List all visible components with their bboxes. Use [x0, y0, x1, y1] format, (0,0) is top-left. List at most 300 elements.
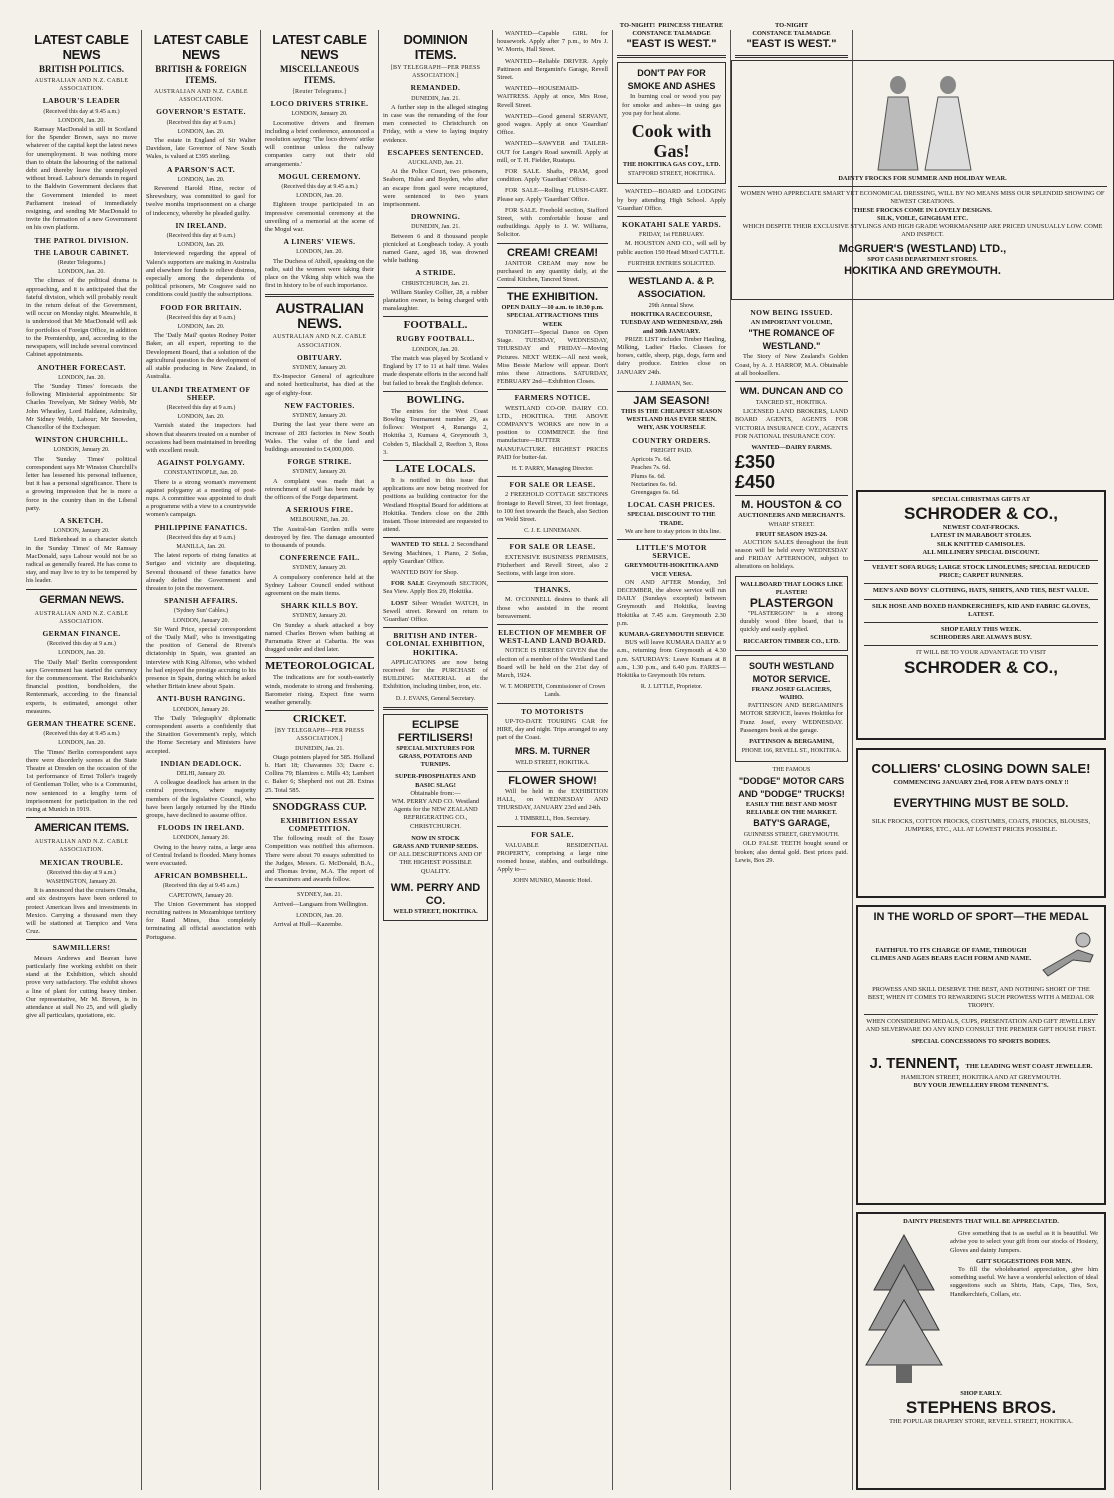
ad-line: THE FAMOUS [772, 766, 811, 773]
ad-line: IT WILL BE TO YOUR ADVANTAGE TO VISIT [916, 649, 1046, 657]
received-line: (Received this day at 9 a.m.) [47, 869, 116, 876]
dateline: LONDON, January 20. [173, 617, 229, 624]
dateline: CAPETOWN, January 20. [169, 892, 233, 899]
dateline: LONDON, Jan. 20. [177, 242, 225, 249]
ad-heading: DON'T PAY FOR SMOKE AND ASHES [627, 68, 716, 92]
article-title: A SKETCH. [59, 515, 104, 525]
article-title: DROWNING. [410, 212, 461, 222]
ad-address: WHARF STREET. [768, 522, 815, 529]
article-title: A LINERS' VIEWS. [283, 237, 356, 247]
ad-heading: SOUTH WESTLAND MOTOR SERVICE. [749, 660, 834, 684]
ad-line: GREYMOUTH-HOKITIKA AND VICE VERSA. [624, 562, 719, 578]
ad-body: The Story of New Zealand's Golden Coast, by A. J. HARROP, M.A. Obtainable at all booksellers. [735, 353, 848, 377]
agency-line: ('Sydney Sun' Cables.) [173, 608, 229, 615]
article-title: NEW FACTORIES. [284, 400, 355, 410]
mcgruer-ad [731, 60, 1114, 300]
article-body: A complaint was made that a retrenchment of staff has been made by the officers of the Forge department. [265, 477, 374, 501]
article-body: The climax of the political drama is approaching, and it is anticipated that the fateful division, which will probably result in the return defeat of the Government, will occur on Monday night. Meanwhile, it is understood that Mr MacDonald will ask for portfolios of Foreign Office, in addition to the Premiership, and, according to the newspapers, will include several convinced Cabinet appointments. [26, 277, 137, 359]
section-heading: LATEST CABLE NEWS [153, 32, 249, 62]
subheading: BRITISH & FOREIGN ITEMS. [155, 64, 247, 85]
ad-address: GUINNESS STREET, GREYMOUTH. [743, 832, 840, 839]
agency-line: AUSTRALIAN AND N.Z. CABLE ASSOCIATION. [272, 334, 367, 349]
ad-body: UP-TO-DATE TOURING CAR for HIRE, day and night. Trips arranged to any part of the Coast. [497, 717, 608, 742]
price-tag: £450 [735, 472, 776, 493]
ad-line: SPECIAL ATTRACTIONS THIS WEEK [506, 312, 599, 328]
ad-line: WANTED—DAIRY FARMS. [751, 444, 832, 452]
dateline: MELBOURNE, Jan. 20. [290, 517, 349, 524]
ad-line: WHEN CONSIDERING MEDALS, CUPS, PRESENTATION AND GIFT JEWELLERY AND SILVERWARE DO ANY KIND CONSULT THE PREMIER GIFT HOUSE FIRST. [865, 1017, 1097, 1033]
article-title: ANTI-BUSH RANGING. [156, 694, 246, 704]
ad-line: NOW IN STOCK [411, 834, 460, 842]
dateline: LONDON, January 20. [173, 835, 229, 842]
ad-body: JANITOR CREAM may now be purchased in any quantity daily, at the Central Kitchen, Tancred Street. [497, 259, 608, 284]
article-title: ULANDI TREATMENT OF SHEEP. [151, 384, 251, 402]
ad-body: ON AND AFTER Monday, 3rd DECEMBER, the above service will run DAILY (Sundays excepted) between Greymouth and Hokitika, leaving Hokitika at 7.45 a.m. Greymouth 2.30 p.m. [617, 578, 726, 627]
article-body: The Duchess of Atholl, speaking on the radio, said the women were taking their place on the Viking ship which was the first in history to be of such importance. [265, 257, 374, 290]
ad-line: WM. PERRY AND CO. Westland Agents for the NEW ZEALAND REFRIGERATING CO., CHRISTCHURCH. [391, 798, 480, 830]
article-body: The 'Times' Berlin correspondent says there were disorderly scenes at the State Theatre at Dresden on the occasion of the 1st performance of Ernst Toller's tragedy of Gentleman Toller, who is a Communist, now sentenced to a lengthy term of imprisonment for participation in the red rising at Munich in 1919. [26, 748, 137, 814]
ad-heading: WM. DUNCAN AND CO [739, 386, 844, 398]
ad-firm: SCHRODER & CO., [904, 657, 1058, 677]
section-heading: LATEST CABLE NEWS [34, 32, 129, 62]
ad-body: BUS will leave KUMARA DAILY at 9 a.m., returning from Greymouth at 4.30 p.m. SATURDAYS: Leave Kumara at 8 a.m., 1.30 p.m., and 6.40 p.m. FARES—Hokitika to Greymouth 10s return. [617, 639, 726, 679]
ad-body: To fill the wholehearted appreciation, give him something useful. We have a wonderful selection of ideal suggestions such as Shirts, Hats, Caps, Ties, Sox, Handkerchiefs, Collars, etc. [950, 1266, 1098, 1298]
ad-line: SHOP EARLY THIS WEEK. [941, 626, 1021, 634]
article-body: Reverend Harold Hine, rector of Shrewsbury, was committed to gaol for twelve months imprisonment on a charge of indecency, whereby he pleaded guilty. [146, 185, 256, 217]
ad-body: In burning coal or wood you pay for smoke and ashes—in using gas you pay for heat alone. [622, 93, 721, 117]
article-title: RUGBY FOOTBALL. [396, 334, 475, 344]
ad-heading: FLOWER SHOW! [508, 774, 597, 787]
ad-line: GIFT SUGGESTIONS FOR MEN. [975, 1257, 1073, 1265]
ad-line: COMMENCING JANUARY 23rd, FOR A FEW DAYS ONLY !! [893, 779, 1069, 786]
ad-line: SUPER-PHOSPHATES AND BASIC SLAG! [395, 773, 476, 789]
classified-ad: WANTED—SAWYER and TAILER-OUT for Lange's Road sawmill. Apply at mill, or T. H. Fielder, Ruatapu. [497, 140, 608, 164]
ad-line: SCHRODERS ARE ALWAYS BUSY. [930, 634, 1032, 642]
received-line: (Received this day at 9 a.m.) [166, 119, 236, 126]
dateline: MANILLA, Jan. 20. [176, 543, 226, 550]
article-title: IN IRELAND. [175, 220, 227, 230]
article-title: LABOUR'S LEADER [42, 96, 121, 106]
ad-line: SPOT CASH DEPARTMENT STORES. [867, 256, 978, 264]
dateline: SYDNEY, January 20. [292, 469, 347, 476]
price-item: Nectarines 6s. 6d. [631, 480, 677, 488]
ad-heading: DAINTY FROCKS FOR SUMMER AND HOLIDAY WEAR. [838, 175, 1007, 182]
colliers-ad [856, 748, 1106, 898]
ad-line: GRASS AND TURNIP SEEDS. [392, 843, 479, 851]
dateline: LONDON, Jan. 20. [177, 176, 225, 183]
article-title: SHARK KILLS BOY. [280, 601, 359, 611]
article-body: The 'Daily Mail' quotes Rodney Potter Baker, an all expert, reporting to the Development Board, that a solution of the agricultural question is the development of all stable producing in New Zealand, in Australia. [146, 332, 256, 381]
price-item: Plums 6s. 6d. [631, 472, 666, 480]
article-title: INDIAN DEADLOCK. [160, 758, 242, 768]
ad-heading: WALLBOARD THAT LOOKS LIKE PLASTER! [740, 580, 843, 596]
ad-line: NEWEST COAT-FROCKS. [942, 524, 1020, 532]
ad-line: OPEN DAILY—10 a.m. to 10.30 p.m. [501, 304, 604, 312]
signature: J. JARMAN, Sec. [649, 380, 694, 387]
ad-line: SILK HOSE AND BOXED HANDKERCHIEFS, KID AND FABRIC GLOVES, LATEST. [872, 602, 1090, 618]
agency-line: AUSTRALIAN AND N.Z. CABLE ASSOCIATION. [34, 839, 129, 854]
agency-line: AUSTRALIAN AND N.Z. CABLE ASSOCIATION. [34, 78, 129, 93]
dateline: SYDNEY, Jan. 21. [296, 892, 343, 899]
ad-body: PATTINSON AND BERGAMINI'S MOTOR SERVICE, leaves Hokitika for Franz Josef, every WEDNESDAY. Passengers book at the garage. [740, 702, 843, 734]
article-title: GERMAN FINANCE. [42, 628, 121, 638]
signature: R. J. LITTLE, Proprietor. [640, 684, 703, 691]
dateline: SYDNEY, January 20. [292, 413, 347, 420]
ad-body: TONIGHT—Special Dance on Open Stage. TUESDAY, WEDNESDAY, THURSDAY and FRIDAY—Moving Pictures. NEXT WEEK—All next week, Miss Bessie Marlow will appear. Don't miss these Attractions. SATURDAY, FEBRUARY 2nd—Exhibition Closes. [497, 328, 608, 386]
article-title: CONFERENCE FAIL. [279, 553, 360, 563]
classified-ad: WANTED BOY for Shop. [391, 568, 459, 576]
ad-line: COUNTRY ORDERS. [632, 435, 711, 445]
article-title: SAWMILLERS! [52, 943, 111, 953]
article-body: Ex-Inspector General of agriculture and noted horticulturist, has died at the age of eighty-four. [265, 373, 374, 397]
ad-heading: FOR SALE. [531, 830, 574, 840]
dateline: LONDON, Jan. 20. [177, 128, 225, 135]
classified-ad: WANTED—Good general SERVANT, good wages. Apply at once 'Guardian' Office. [497, 112, 608, 137]
dateline: LONDON, Jan. 20. [177, 324, 225, 331]
ad-heading: TO MOTORISTS [521, 706, 584, 716]
article-body: Otago pointers played for 585. Holland b. Hart 18; Chavannes 33; Dacre c. Collins 79; Blamires c. Mills 43; Lambert c. Baker 6; Shepherd not out 28. Extras 25. Total 585. [265, 753, 374, 794]
article-title: MEXICAN TROUBLE. [39, 857, 124, 867]
ad-firm: THE HOKITIKA GAS COY., LTD. [622, 161, 721, 169]
ad-body: "PLASTERGON" is a strong durably wood fibre board, that is quickly and easily applied. [740, 610, 843, 634]
ad-heading: CREAM! CREAM! [506, 246, 599, 259]
column-6 [613, 22, 730, 1492]
article-title: GERMAN THEATRE SCENE. [26, 719, 137, 729]
dateline: SYDNEY, January 20. [292, 565, 347, 572]
dateline: LONDON, Jan. 20. [58, 374, 105, 381]
ad-line: SILK FROCKS, COTTON FROCKS, COSTUMES, COATS, FROCKS, BLOUSES, JUMPERS, ETC., ALL AT LOWEST PRICES POSSIBLE. [871, 818, 1091, 834]
plastergon-ad [735, 576, 848, 651]
article-body: The latest reports of rising fanatics at Surigao and vicinity are disquieting. Several thousand of these fanatics have already defied the Government and threaten to join the movement. [146, 552, 256, 592]
dateline: CONSTANTINOPLE, Jan. 20. [163, 470, 239, 477]
article-body: The match was played by Scotland v England by 17 to 11 at half time. Wales made desperate efforts in the second half but failed to break the English defence. [383, 354, 488, 387]
article-body: The indications are for south-easterly winds, moderate to strong and freshening. Barometer rising. Expect fine warm weather generally. [265, 674, 374, 706]
article-title: THE PATROL DIVISION. [34, 235, 129, 245]
ad-heading: IN THE WORLD OF SPORT—THE MEDAL [873, 911, 1089, 923]
ad-firm: SCHRODER & CO., [904, 504, 1058, 524]
ad-body: LICENSED LAND BROKERS, LAND BOARD AGENTS, AGENTS FOR VICTORIA INSURANCE COY., AGENTS FOR NATIONAL INSURANCE COY. [735, 408, 848, 440]
article-body: Varnish stated the inspectors had shown that shearers treated on a number of occasions had been maintained in breeding with excellent result. [146, 422, 256, 454]
received-line: (Received this day at 9 a.m.) [166, 233, 236, 240]
article-body: Sir Ward Price, special correspondent of the 'Daily Mail', who is investigating the position of General de Rivera's dictatorship in Spain, was granted an interview with King Alfonso, who wished he had enjoyed the prestige accruing to his presence in Spain, during which he asked whether Britain knew about Spain. [146, 625, 256, 691]
ad-heading: "DODGE" MOTOR CARS AND "DODGE" TRUCKS! [738, 775, 845, 799]
classified-ad: WANTED—HOUSEMAID-WAITRESS. Apply at once, Mrs Rose, Revell Street. [497, 85, 608, 109]
ad-line: Obtainable from:— [410, 789, 461, 797]
ad-firm: McGRUER'S (WESTLAND) LTD., [838, 243, 1007, 256]
ad-heading: ECLIPSE FERTILISERS! [397, 718, 474, 744]
ad-body: WESTLAND CO-OP. DAIRY CO. LTD., HOKITIKA. THE ABOVE COMPANY'S WORKS are now in a position to COMMENCE the first manufacture—BUTTER MANUFACTURE. HIGHEST PRICES PAID for butter-fat. [497, 404, 608, 461]
stephens-ad [856, 1212, 1106, 1490]
dateline: LONDON, Jan. 20. [58, 269, 105, 276]
article-body: The Austral-Ian Gorden mills were destroyed by fire. The damage amounted to thousands of pounds. [265, 525, 374, 549]
section-heading: SNODGRASS CUP. [272, 800, 367, 813]
ad-body: Give something that is as useful as it is beautiful. We advise you to select your gift from our stocks of Hosiery, Gloves and dainty Jumpers. [950, 1230, 1098, 1254]
classified-ad: LOST Silver Wristlet WATCH, in Sewell street. Reward on return to 'Guardian' Office. [383, 599, 488, 623]
ad-heading: FOR SALE OR LEASE. [509, 542, 596, 552]
ad-firm: BATY'S GARAGE, [753, 818, 830, 829]
article-body: A compulsory conference held at the Sydney Labour Council ended without agreement on the main items. [265, 573, 374, 597]
column-1 [22, 30, 141, 1492]
received-line: (Received this day at 9 a.m.) [166, 314, 236, 321]
ad-firm: STEPHENS BROS. [905, 1398, 1057, 1418]
schroder-ad [856, 490, 1106, 740]
ad-line: SPECIAL CONCESSIONS TO SPORTS BODIES. [911, 1038, 1051, 1046]
theatre-film: "EAST IS WEST." [746, 38, 837, 51]
article-title: AFRICAN BOMBSHELL. [154, 871, 248, 881]
ad-address: WELD STREET, HOKITIKA. [515, 760, 590, 767]
tennent-ad [856, 905, 1106, 1205]
ad-line: WOMEN WHO APPRECIATE SMART YET ECONOMICAL DRESSING, WILL BY NO MEANS MISS OUR SPLENDID SHOWING OF NEWEST CREATIONS. [740, 190, 1105, 206]
article-body: It is notified in this issue that applications are now being received for positions as building contractor for the Westland Hospital Board for additions at Hokitika. Tenders close on the 28th instant. Those interested are requested to attend. [383, 476, 488, 534]
ad-line: BUY YOUR JEWELLERY FROM TENNENT'S. [913, 1082, 1049, 1090]
ad-line: PROWESS AND SKILL DESERVE THE BEST, AND NOTHING SHORT OF THE BEST, WHEN IT COMES TO REWARDING SUCH PROWESS WITH A MEDAL OR TROPHY. [867, 986, 1095, 1010]
article-title: GOVERNOR'S ESTATE. [156, 107, 246, 117]
ad-heading: ELECTION OF MEMBER OF WEST-LAND LAND BOARD. [498, 627, 607, 646]
ad-firm: J. TENNENT, [869, 1055, 960, 1073]
ad-line: FRANZ JOSEF GLACIERS, WAIHO. [751, 685, 832, 702]
ad-address: PHONE 166, REVELL ST., HOKITIKA. [741, 748, 842, 755]
section-heading: LATEST CABLE NEWS [272, 32, 367, 62]
gas-ad [617, 62, 726, 184]
ad-line: FREIGHT PAID. [650, 447, 693, 454]
fertiliser-ad [383, 714, 488, 921]
signature: H. T. PARRY, Managing Director. [511, 465, 594, 472]
received-line: (Received this day at 9 a.m.) [47, 641, 116, 648]
article-title: ESCAPEES SENTENCED. [387, 147, 484, 157]
received-line: (Received this day at 9.45 a.m.) [43, 108, 120, 115]
agency-line: [BY TELEGRAPH—PER PRESS ASSOCIATION.] [390, 65, 481, 80]
dateline: LONDON, Jan. 20. [412, 346, 459, 353]
ad-heading: LITTLE'S MOTOR SERVICE. [636, 542, 707, 561]
ad-line: WHICH DESPITE THEIR EXCLUSIVE STYLINGS AND HIGH GRADE WORKMANSHIP ARE PRICED UNUSUALLY LOW. COME AND INSPECT. [742, 223, 1103, 239]
classified-ad: OLD FALSE TEETH bought sound or broken; also dental gold. Best prices paid. Lewis, Box 29. [735, 840, 848, 864]
dateline: LONDON, Jan. 20. [58, 117, 105, 124]
dateline: SYDNEY, January 20. [292, 365, 347, 372]
ad-body: We are here to stay prices in this line. [625, 527, 721, 535]
ad-body: M. HOUSTON AND CO., will sell by public auction 150 Head Mixed CATTLE. [617, 240, 726, 256]
ad-line: MEN'S AND BOYS' CLOTHING, HATS, SHIRTS, AND TIES, BEST VALUE. [872, 587, 1090, 595]
theatre-banner: TO-NIGHT [774, 22, 809, 29]
received-line: (Received this day at 9.45 a.m.) [43, 731, 120, 738]
article-body: A further step in the alleged stinging in case was the remanding of the four men connected to Christchurch on Friday, with a view to laying inquiry evidence. [383, 103, 488, 144]
section-heading: AUSTRALIAN NEWS. [275, 300, 364, 332]
ad-line: 29th Annual Show. [648, 303, 695, 310]
section-heading: DOMINION ITEMS. [403, 32, 468, 62]
dateline: LONDON, Jan. 20. [58, 740, 105, 747]
ad-heading: COLLIERS' CLOSING DOWN SALE! [871, 761, 1091, 776]
dateline: LONDON, Jan. 20. [296, 912, 343, 919]
ad-body: VALUABLE RESIDENTIAL PROPERTY, comprising a large nine roomed house, stables, and outbuildings. Apply to— [497, 841, 608, 874]
column-4 [379, 30, 492, 1492]
ad-line: FAITHFUL TO ITS CHARGE OF FAME, THROUGH CLIMES AND AGES BEARS EACH FORM AND NAME. [870, 946, 1032, 962]
dateline: LONDON, Jan. 20. [58, 650, 105, 657]
article-title: ANOTHER FORECAST. [37, 362, 126, 372]
article-title: AGAINST POLYGAMY. [157, 458, 245, 468]
dateline: DUNEDIN, Jan. 21. [411, 95, 460, 102]
ad-line: FRUIT SEASON 1923-24. [755, 530, 828, 538]
theatre-film: "EAST IS WEST." [626, 38, 717, 51]
signature: JOHN MUNRO, Masonic Hotel. [512, 878, 593, 885]
article-body: During the last year there were an increase of 283 factories in New South Wales. The value of the land and buildings amounted to £4,000,000. [265, 421, 374, 453]
classified-ad: WANTED—Reliable DRIVER. Apply Pattinson and Bergamini's Garage, Revell Street. [497, 57, 608, 82]
ad-line: ALL MILLINERY SPECIAL DISCOUNT. [922, 548, 1040, 556]
article-title: A PARSON'S ACT. [166, 164, 236, 174]
article-body: The 'Sunday Times' political correspondent says Mr Winston Churchill's letter has lessened his personal influence, but it has a personal significance. There is a growing impression that he is more a force in the country than in the Liberal party. [26, 455, 137, 512]
classified-ad: FOR SALE. Shafts, PRAM, good condition. Apply 'Guardian' Office. [497, 168, 608, 184]
dateline: SYDNEY, January 20. [292, 613, 347, 620]
article-title: PHILIPPINE FANATICS. [154, 522, 248, 532]
ad-heading: THANKS. [534, 585, 571, 595]
classified-ad: WANTED—Capable GIRL for housework. Apply after 7 p.m., to Mrs J. W. Morris, Hall Street. [497, 30, 608, 54]
ad-line: VELVET SOFA RUGS; LARGE STOCK LINOLEUMS; SPECIAL REDUCED PRICE; CARPET RUNNERS. [872, 564, 1090, 580]
dateline: LONDON, Jan. 20. [296, 249, 343, 256]
dateline: LONDON, January 20. [53, 447, 110, 454]
article-body: Between 6 and 8 thousand people picnicked at Longbeach today. A youth named Ganz, aged 18, was drowned while bathing. [383, 232, 488, 265]
theatre-star: CONSTANCE TALMADGE [752, 30, 831, 38]
article-body: Interviewed regarding the appeal of Valera's supporters are making in Australia and elsewhere for funds to relieve distress, especially among the dependents of political prisoners, Mr Cosgrave said no conditions could justify the subscriptions. [146, 250, 256, 299]
ad-line: AUCTIONEERS AND MERCHANTS. [738, 512, 845, 520]
ad-line: THIS IS THE CHEAPEST SEASON WESTLAND HAS EVER SEEN. WHY, ASK YOURSELF. [621, 408, 722, 432]
ad-line: LATEST IN MARABOUT STOLES. [930, 532, 1032, 540]
subheading: MISCELLANEOUS ITEMS. [279, 64, 360, 85]
ad-line: KUMARA-GREYMOUTH SERVICE [619, 630, 724, 638]
signature: J. TIMBRELL, Hon. Secretary. [514, 816, 591, 823]
ad-slogan: Cook with Gas! [631, 121, 712, 162]
ad-body: EXTENSIVE BUSINESS PREMISES, Fitzherbert and Revell Street, also 2 Sections, with large iron store. [497, 553, 608, 577]
dateline: LONDON, January 20. [173, 706, 229, 713]
article-title: A STRIDE. [415, 268, 456, 278]
article-title: REMANDED. [410, 83, 461, 93]
motor-service-ad [735, 655, 848, 762]
agency-line: [BY TELEGRAPH—PER PRESS ASSOCIATION.] [274, 728, 365, 743]
ad-line: FURTHER ENTRIES SOLICITED. [627, 260, 716, 267]
dateline: WASHINGTON, January 20. [46, 879, 117, 886]
ad-line: SILK KNITTED CAMISOLES. [937, 540, 1025, 548]
ad-address: THE POPULAR DRAPERY STORE, REVELL STREET, HOKITIKA. [889, 1418, 1073, 1426]
ad-heading: SPECIAL CHRISTMAS GIFTS AT [931, 496, 1031, 503]
ad-body: PRIZE LIST includes Timber Hauling, Milking, Ladies' Hacks. Classes for horses, cattle, sheep, pigs, dogs, farm and dairy produce. Entries close on JANUARY 24th. [617, 335, 726, 376]
ad-line: SILK, VOILE, GINGHAM ETC. [876, 214, 969, 222]
article-title: OBITUARY. [297, 352, 342, 362]
ad-address: HOKITIKA AND GREYMOUTH. [844, 264, 1001, 277]
signature: D. J. EVANS, General Secretary. [395, 695, 476, 702]
ad-heading: FARMERS NOTICE. [514, 393, 591, 403]
ad-body: M. O'CONNELL desires to thank all those who assisted in the recent bereavement. [497, 596, 608, 620]
article-title: SPANISH AFFAIRS. [164, 596, 238, 606]
article-body: There is a strong woman's movement against polygamy at a meeting of post-nups. A committee was appointed to draft a programme with a view to a countrywide women's campaign. [146, 478, 256, 519]
article-title: WINSTON CHURCHILL. [34, 435, 129, 445]
ad-heading: M. HOUSTON & CO [741, 499, 842, 512]
ad-body: AUCTION SALES throughout the fruit season will be held every WEDNESDAY and FRIDAY AFTERNOON, subject to alterations on holidays. [735, 538, 848, 571]
section-heading: GERMAN NEWS. [39, 593, 124, 606]
agency-line: [Reuter Telegrams.] [292, 89, 347, 95]
article-title: FLOODS IN IRELAND. [157, 823, 245, 833]
dateline: AUCKLAND, Jan. 21. [407, 160, 464, 167]
ad-body: 2 FREEHOLD COTTAGE SECTIONS frontage to Revell Street, 33 feet frontage, to 100 feet towards the Beach, also Section on Weld Street. [497, 491, 608, 523]
column-3 [261, 30, 378, 1492]
signature: C. J. E. LINNEMANN. [524, 528, 581, 535]
christmas-tree-icon [864, 1230, 944, 1390]
article-title: MOGUL CEREMONY. [278, 171, 361, 181]
article-body: On Sunday a shark attacked a boy named Charles Brown when bathing at Parramatta River at Cabarita. He was dragged under and died later. [265, 621, 374, 654]
dateline: LONDON, Jan. 20. [177, 414, 225, 421]
column-5 [493, 30, 612, 1492]
ad-heading: FOR SALE OR LEASE. [509, 480, 596, 490]
ad-heading: NOW BEING ISSUED. [750, 308, 833, 317]
dateline: DUNEDIN, Jan. 21. [411, 224, 460, 231]
ad-address: WELD STREET, HOKITIKA. [393, 907, 478, 915]
classified-ad: WANTED TO SELL 2 Secondhand Sewing Machines, 1 Piano, 2 Sofas, apply 'Guardian' Office. [383, 541, 489, 565]
ad-slogan: EVERYTHING MUST BE SOLD. [893, 796, 1069, 811]
article-body: It is announced that the cruisers Omaha, and six destroyers have been ordered to protect American lives and investments in Mexico. Carrying a thousand men they will be stationed at Tampico and Vera Cruz. [26, 887, 137, 936]
signature: W. T. MORPETH, Commissioner of Crown Lands. [499, 684, 606, 699]
ad-firm: PATTINSON & BERGAMINI, [749, 738, 834, 746]
article-title: EXHIBITION ESSAY COMPETITION. [280, 815, 359, 834]
article-title: A SERIOUS FIRE. [285, 505, 354, 515]
article-body: The following result of the Essay Competition was notified this afternoon. There were about 70 essays submitted to the Judges, Messrs. G. McDonald, B.A., and Thomas Irvine, M.A. The report of the examiners and awards follow. [265, 835, 374, 884]
article-title: FORGE STRIKE. [287, 457, 352, 467]
dateline: LONDON, January 20. [53, 528, 110, 535]
article-body: Locomotive drivers and firemen including a brief conference, announced a resolution saying: 'The loco drivers' strike will continue unless the railway companies carry out their old arrangements.' [265, 119, 374, 168]
ad-line: SPECIAL MIXTURES FOR GRASS, POTATOES AND TURNIPS. [396, 744, 475, 769]
ad-heading: DAINTY PRESENTS THAT WILL BE APPRECIATED. [903, 1218, 1059, 1225]
agency-line: AUSTRALIAN AND N.Z. CABLE ASSOCIATION. [34, 610, 129, 625]
section-heading: CRICKET. [292, 713, 347, 726]
ad-line: HOKITIKA RACECOURSE, TUESDAY AND WEDNESDAY, 29th and 30th JANUARY. [620, 311, 723, 335]
article-body: Lord Birkenhead in a character sketch in the 'Sunday Times' of Mr Ramsay MacDonald, says Labour would not be so radical as generally feared. He has come to stay, and may live to try to be tempered by his leader. [26, 536, 137, 585]
column-2 [142, 30, 260, 1492]
price-tag: £350 [735, 452, 776, 473]
received-line: (Received this day at 9.45 a.m.) [281, 184, 358, 191]
article-body: The Union Government has stopped recruiting natives in Mozambique territory for Rand Mines, thus completely terminating all official association with Portuguese. [146, 900, 256, 941]
received-line: (Received this day at 9 a.m.) [166, 404, 236, 411]
ad-address: STAFFORD STREET, HOKITIKA. [627, 171, 716, 178]
classified-ad: FOR SALE—Rolling FLUSH-CART. Please say. Apply 'Guardian' Office. [497, 187, 608, 203]
article-body: The 'Daily Mail' Berlin correspondent says Government has started the currency for the commencement. The Reichsbank's financial position, bondholders, the Rentenmark, according to the financial experts, is estimated, amongst other measures. [26, 658, 137, 715]
theatre-star: CONSTANCE TALMADGE [632, 30, 711, 38]
price-item: Apricots 7s. 6d. [631, 456, 672, 464]
ad-firm: WM. PERRY AND CO. [390, 881, 481, 907]
section-heading: AMERICAN ITEMS. [34, 822, 129, 835]
article-title: BRITISH AND INTER-COLONIAL EXHIBITION, HOKITIKA. [386, 631, 485, 657]
article-body: William Stanley Collier, 28, a rubber plantation owner, is being charged with manslaughter. [383, 288, 488, 313]
column-7-lower [731, 305, 852, 1492]
article-title: THE LABOUR CABINET. [34, 247, 129, 257]
article-body: At the Police Court, two prisoners, Seaborn, Hulse and Boyden, who after an escape from gaol were recaptured, were sentenced to two years imprisonment. [383, 168, 488, 209]
article-body: The 'Daily Telegraph's' diplomatic correspondent asserts a confidently that the Sinaition Government's reply, which the Home Secretary and Ministers have accepted. [146, 714, 256, 755]
price-item: Greengages 6s. 6d. [631, 488, 680, 496]
received-line: (Reuter Telegrams.) [57, 260, 106, 267]
dateline: LONDON, January 20. [291, 111, 348, 118]
article-body: APPLICATIONS are now being received for the PURCHASE of BUILDING MATERIAL at the Exhibition, including timber, iron, etc. [383, 658, 488, 691]
article-body: Ramsay MacDonald is still in Scotland for the Spender Brown, says no move whatever of the capital kept the latest news for unemployment. It was nothing more than to obtain the labouring of the national debt and thereby leave the unemployed without bread. Labour's demands in regard to the Baldwin Government declares that the Government intended to meet Parliament instead of immediately resigning, and sending Mr MacDonald to invite the formation of a new Government on his own platform. [26, 126, 137, 232]
section-heading: BOWLING. [406, 393, 465, 406]
ad-heading: KOKATAHI SALE YARDS. [621, 220, 722, 230]
section-heading: FOOTBALL. [403, 319, 468, 332]
article-body: The estate in England of Sir Walter Davidson, late Governor of New South Wales, is valued at £395 sterling. [146, 137, 256, 161]
dateline: LONDON, Jan. 20. [296, 193, 343, 200]
ad-title: "THE ROMANCE OF WESTLAND." [748, 328, 835, 352]
ad-heading: JAM SEASON! [633, 395, 710, 408]
dateline: DUNEDIN, Jan. 21. [295, 745, 344, 752]
ad-title: PLASTERGON [749, 596, 834, 611]
ad-body: Will be held in the EXHIBITION HALL, on WEDNESDAY AND THURSDAY, JANUARY 23rd and 24th. [497, 787, 608, 812]
ad-line: THE LEADING WEST COAST JEWELLER. [965, 1063, 1093, 1071]
ad-line: OF ALL DESCRIPTIONS AND OF THE HIGHEST POSSIBLE QUALITY. [388, 851, 483, 875]
article-body: Arrived—Langsam from Wellington. [273, 900, 369, 908]
article-body: The entries for the West Coast Bowling Tournament number 29, as follows: Westport 4, Runanga 2, Hokitika 3, Kumara 4, Greymouth 3, Cobden 5, Blackball 2, Reefton 3, Ross 3. [383, 407, 488, 456]
article-body: The 'Sunday Times' forecasts the following Ministerial appointments: Sir Charles Trevelyan, Mr Sidney Webb, Mr John Wheatley, Lord Haldane, Admiralty, Mr Sidney Webb, Labour; Mr Snowden, Chancellor of the Exchequer. [26, 382, 137, 431]
